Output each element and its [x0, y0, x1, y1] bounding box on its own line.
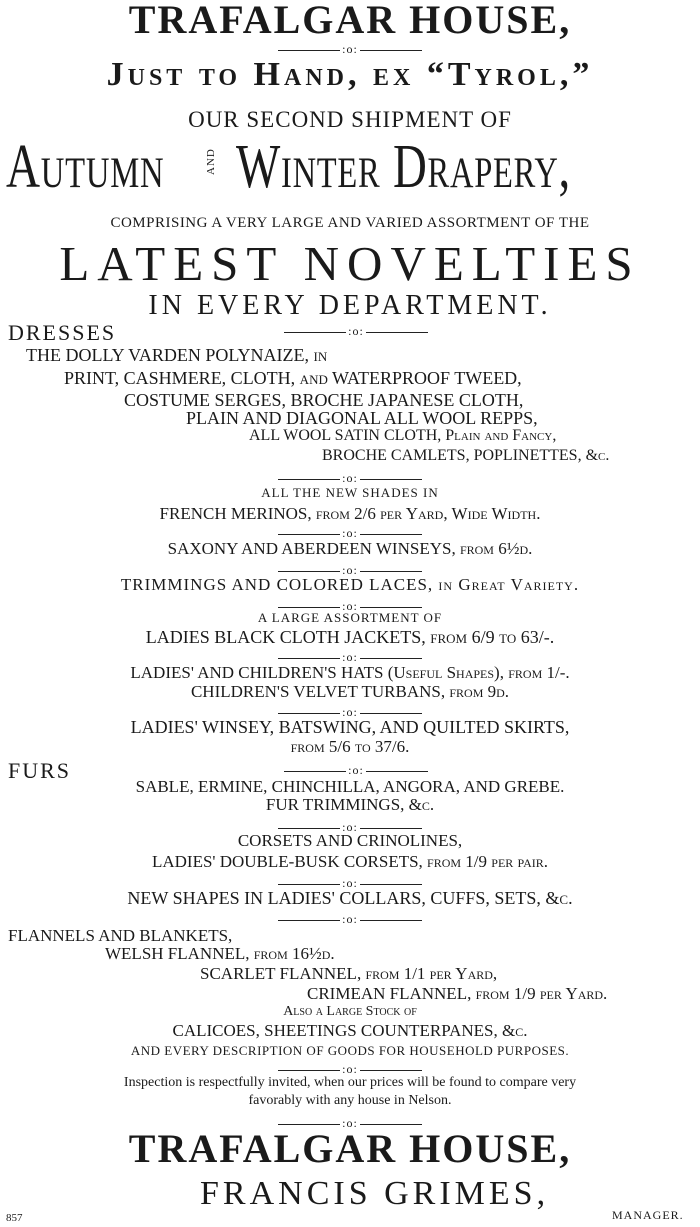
collars-line: NEW SHAPES IN LADIES' COLLARS, CUFFS, SETS, &c.	[127, 888, 573, 908]
separator: :o:	[0, 706, 700, 718]
stock-line: CALICOES, SHEETINGS COUNTERPANES, &c.	[172, 1021, 528, 1040]
jackets-line: LADIES BLACK CLOTH JACKETS, from 6/9 to 63/-.	[145, 627, 555, 647]
shipment-line: OUR SECOND SHIPMENT OF	[188, 107, 512, 132]
separator: :o:	[0, 1117, 700, 1129]
separator: :o:	[0, 651, 700, 663]
flannels-line: FLANNELS AND BLANKETS,	[8, 926, 233, 945]
inspection-line: Inspection is respectfully invited, when our prices will be found to compare very	[123, 1075, 577, 1090]
dresses-line: COSTUME SERGES, BROCHE JAPANESE CLOTH,	[124, 390, 524, 410]
drapery-winter: Winter Drapery,	[236, 133, 572, 201]
separator: :o:	[0, 913, 700, 925]
separator: :o:	[0, 564, 700, 576]
trimmings-line: TRIMMINGS AND COLORED LACES, in Great Variety.	[120, 575, 580, 594]
separator: :o:	[0, 43, 700, 55]
stock-line: AND EVERY DESCRIPTION OF GOODS FOR HOUSEHOLD PURPOSES.	[130, 1043, 570, 1058]
flannels-line: SCARLET FLANNEL, from 1/1 per Yard,	[200, 964, 498, 983]
separator: :o:	[0, 325, 700, 337]
furs-line: FUR TRIMMINGS, &c.	[265, 795, 435, 814]
proprietor-name: FRANCIS GRIMES,	[200, 1175, 550, 1212]
separator: :o:	[0, 1063, 700, 1075]
shades-line: ALL THE NEW SHADES IN	[261, 485, 439, 500]
turbans-line: CHILDREN'S VELVET TURBANS, from 9d.	[190, 682, 510, 701]
corsets-line: LADIES' DOUBLE-BUSK CORSETS, from 1/9 per pair.	[151, 852, 549, 871]
flannels-line: CRIMEAN FLANNEL, from 1/9 per Yard.	[307, 984, 608, 1003]
drapery-autumn: Autumn	[6, 133, 165, 201]
assortment-line: A LARGE ASSORTMENT OF	[257, 610, 443, 625]
dresses-line: BROCHE CAMLETS, POPLINETTES, &c.	[322, 447, 610, 464]
merinos-line: FRENCH MERINOS, from 2/6 per Yard, Wide Width.	[159, 504, 541, 523]
separator: :o:	[0, 600, 700, 612]
manager-label: MANAGER.	[612, 1208, 684, 1222]
separator: :o:	[0, 821, 700, 833]
arrival-line: Just to Hand, ex “Tyrol,”	[106, 56, 594, 93]
dresses-line: ALL WOOL SATIN CLOTH, Plain and Fancy,	[249, 427, 557, 444]
shop-title: TRAFALGAR HOUSE,	[128, 0, 572, 42]
skirts-price: from 5/6 to 37/6.	[290, 737, 410, 756]
dresses-line: PRINT, CASHMERE, CLOTH, and WATERPROOF TWEED,	[64, 368, 522, 388]
flannels-line: WELSH FLANNEL, from 16½d.	[105, 944, 335, 963]
comprising-line: COMPRISING A VERY LARGE AND VARIED ASSORTMENT OF THE	[110, 215, 590, 231]
skirts-line: LADIES' WINSEY, BATSWING, AND QUILTED SKIRTS,	[130, 717, 570, 737]
inspection-line: favorably with any house in Nelson.	[248, 1093, 452, 1108]
winseys-line: SAXONY AND ABERDEEN WINSEYS, from 6½d.	[167, 539, 533, 558]
ad-number: 857	[6, 1212, 23, 1224]
dresses-heading: DRESSES	[8, 320, 117, 345]
furs-line: SABLE, ERMINE, CHINCHILLA, ANGORA, AND GREBE.	[135, 777, 565, 796]
department-line: IN EVERY DEPARTMENT.	[148, 290, 552, 321]
corsets-line: CORSETS AND CRINOLINES,	[237, 831, 463, 850]
stock-line: Also a Large Stock of	[283, 1004, 417, 1019]
hats-line: LADIES' AND CHILDREN'S HATS (Useful Shapes), from 1/-.	[130, 663, 570, 682]
separator: :o:	[0, 764, 700, 776]
novelties-heading: LATEST NOVELTIES	[59, 236, 641, 291]
separator: :o:	[0, 527, 700, 539]
separator: :o:	[0, 877, 700, 889]
drapery-and: AND	[205, 148, 217, 175]
dresses-line: PLAIN AND DIAGONAL ALL WOOL REPPS,	[186, 408, 538, 428]
separator: :o:	[0, 472, 700, 484]
dresses-line: THE DOLLY VARDEN POLYNAIZE, in	[26, 345, 328, 365]
furs-heading: FURS	[8, 758, 72, 783]
footer-title: TRAFALGAR HOUSE,	[128, 1126, 572, 1171]
